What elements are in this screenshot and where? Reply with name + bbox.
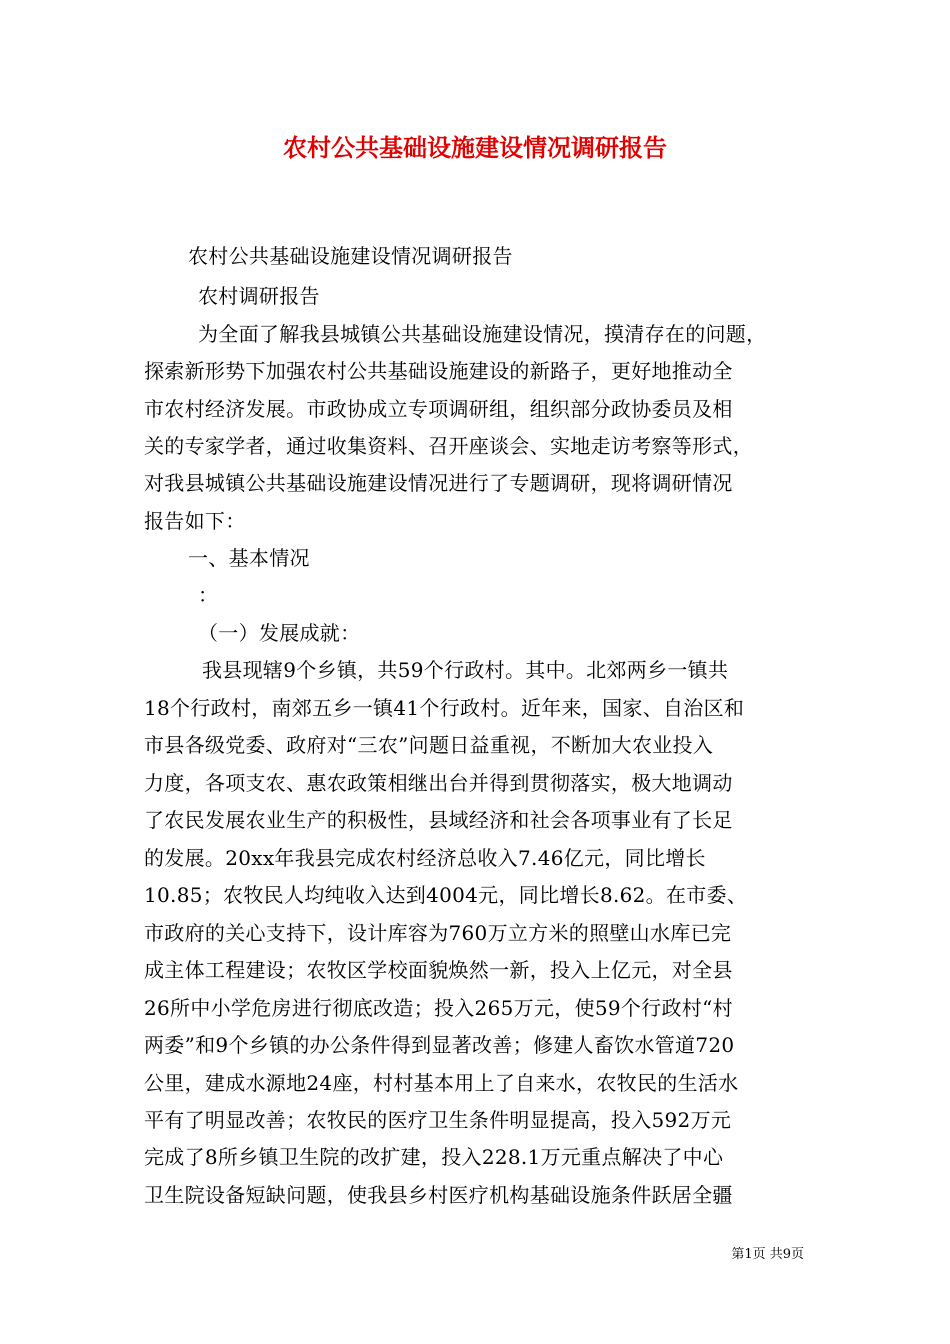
paragraph-line: 市县各级党委、政府对“三农”问题日益重视，不断加大农业投入 (144, 733, 714, 757)
document-title: 农村公共基础设施建设情况调研报告 (283, 133, 667, 162)
paragraph-line: 的发展。20xx年我县完成农村经济总收入7.46亿元，同比增长 (144, 846, 706, 870)
subsection-heading: （一）发展成就： (198, 621, 361, 645)
paragraph-line: 报告如下： (144, 509, 246, 533)
paragraph-line: 力度，各项支农、惠农政策相继出台并得到贯彻落实，极大地调动 (144, 771, 733, 795)
stray-colon: ： (198, 583, 219, 607)
paragraph-line: 完成了8所乡镇卫生院的改扩建，投入228.1万元重点解决了中心 (144, 1145, 724, 1169)
paragraph-line: 了农民发展农业生产的积极性，县域经济和社会各项事业有了长足 (144, 808, 733, 832)
paragraph-line: 市政府的关心支持下，设计库容为760万立方米的照壁山水库已完 (144, 921, 732, 945)
paragraph-line: 我县现辖9个乡镇，共59个行政村。其中。北郊两乡一镇共 (202, 658, 729, 682)
subtitle-category: 农村调研报告 (198, 284, 320, 308)
paragraph-line: 两委”和9个乡镇的办公条件得到显著改善；修建人畜饮水管道720 (144, 1033, 735, 1057)
paragraph-line: 探索新形势下加强农村公共基础设施建设的新路子，更好地推动全 (144, 359, 733, 383)
paragraph-line: 10.85；农牧民人均纯收入达到4004元，同比增长8.62。在市委、 (144, 883, 748, 907)
paragraph-line: 对我县城镇公共基础设施建设情况进行了专题调研，现将调研情况 (144, 471, 733, 495)
paragraph-line: 成主体工程建设；农牧区学校面貌焕然一新，投入上亿元，对全县 (144, 958, 733, 982)
paragraph-line: 公里，建成水源地24座，村村基本用上了自来水，农牧民的生活水 (144, 1071, 739, 1095)
paragraph-line: 18个行政村，南郊五乡一镇41个行政村。近年来，国家、自治区和 (144, 696, 745, 720)
paragraph-line: 平有了明显改善；农牧民的医疗卫生条件明显提高，投入592万元 (144, 1108, 732, 1132)
paragraph-line: 26所中小学危房进行彻底改造；投入265万元，使59个行政村“村 (144, 996, 733, 1020)
section-heading: 一、基本情况 (188, 546, 310, 570)
paragraph-line: 关的专家学者，通过收集资料、召开座谈会、实地走访考察等形式， (144, 434, 753, 458)
paragraph-line: 市农村经济发展。市政协成立专项调研组，组织部分政协委员及相 (144, 397, 733, 421)
page-number: 第1页 共9页 (731, 1247, 804, 1262)
paragraph-line: 为全面了解我县城镇公共基础设施建设情况，摸清存在的问题， (198, 322, 767, 346)
subtitle-line: 农村公共基础设施建设情况调研报告 (188, 244, 513, 268)
paragraph-line: 卫生院设备短缺问题，使我县乡村医疗机构基础设施条件跃居全疆 (144, 1183, 733, 1207)
